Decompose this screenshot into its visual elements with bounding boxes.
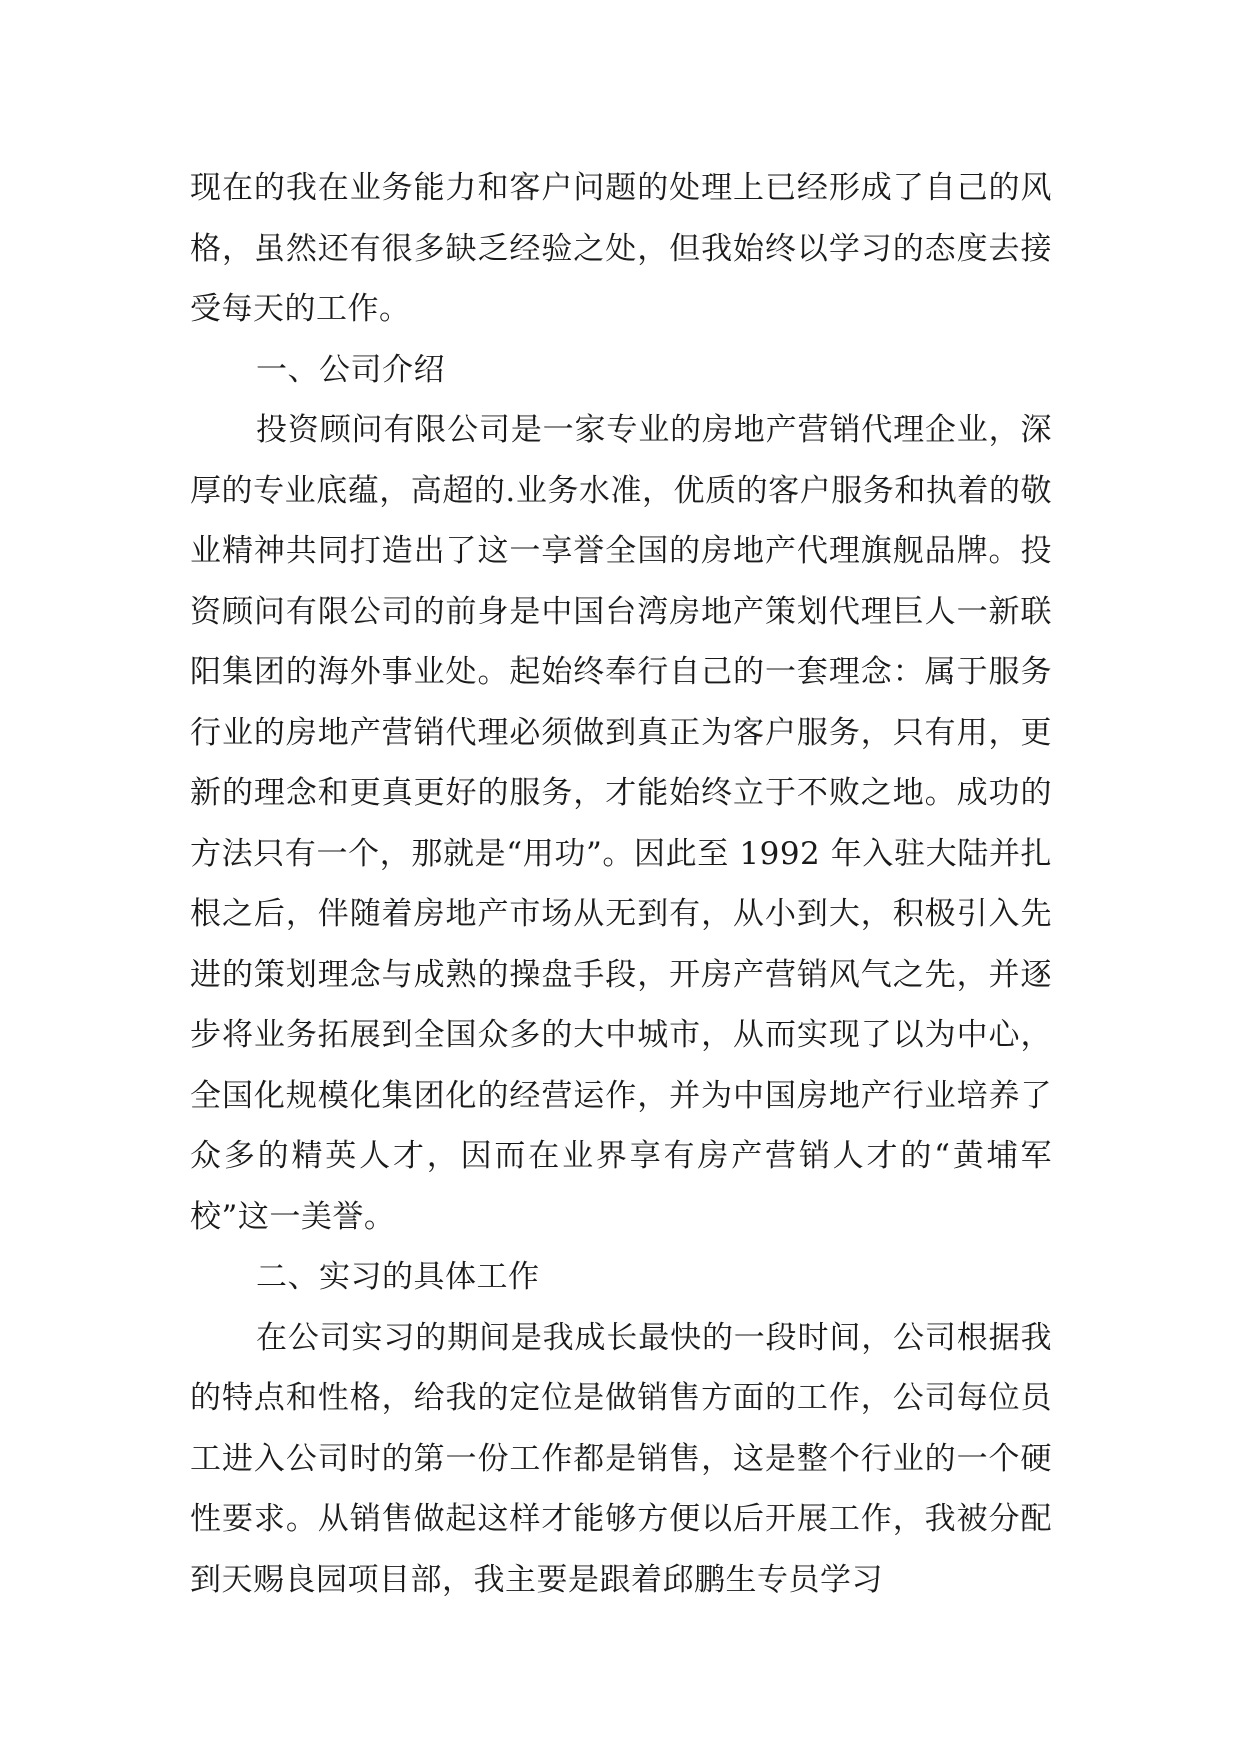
paragraph-work: 在公司实习的期间是我成长最快的一段时间，公司根据我的特点和性格，给我的定位是做销售方面的工作，公司每位员工进入公司时的第一份工作都是销售，这是整个行业的一个硬性要求。从销售做起这样才能够方便以后开展工作，我被分配到天赐良园项目部，我主要是跟着邱鹏生专员学习	[190, 1319, 1052, 1598]
paragraph-company-intro: 投资顾问有限公司是一家专业的房地产营销代理企业，深厚的专业底蕴，高超的.业务水准，优质的客户服务和执着的敬业精神共同打造出了这一享誉全国的房地产代理旗舰品牌。投资顾问有限公司的前身是中国台湾房地产策划代理巨人一新联阳集团的海外事业处。起始终奉行自己的一套理念：属于服务行业的房地产营销代理必须做到真正为客户服务，只有用，更新的理念和更真更好的服务，才能始终立于不败之地。成功的方法只有一个，那就是“用功”。因此至 1992 年入驻大陆并扎根之后，伴随着房地产市场从无到有，从小到大，积极引入先进的策划理念与成熟的操盘手段，开房产营销风气之先，并逐步将业务拓展到全国众多的大中城市，从而实现了以为中心，全国化规模化集团化的经营运作，并为中国房地产行业培养了众多的精英人才，因而在业界享有房产营销人才的“黄埔军校”这一美誉。	[190, 412, 1052, 1235]
paragraph-intro: 现在的我在业务能力和客户问题的处理上已经形成了自己的风格，虽然还有很多缺乏经验之处，但我始终以学习的态度去接受每天的工作。	[190, 170, 1052, 327]
section-heading-work: 二、实习的具体工作	[256, 1259, 540, 1295]
document-body	[190, 158, 1052, 1610]
section-heading-company: 一、公司介绍	[256, 351, 445, 388]
